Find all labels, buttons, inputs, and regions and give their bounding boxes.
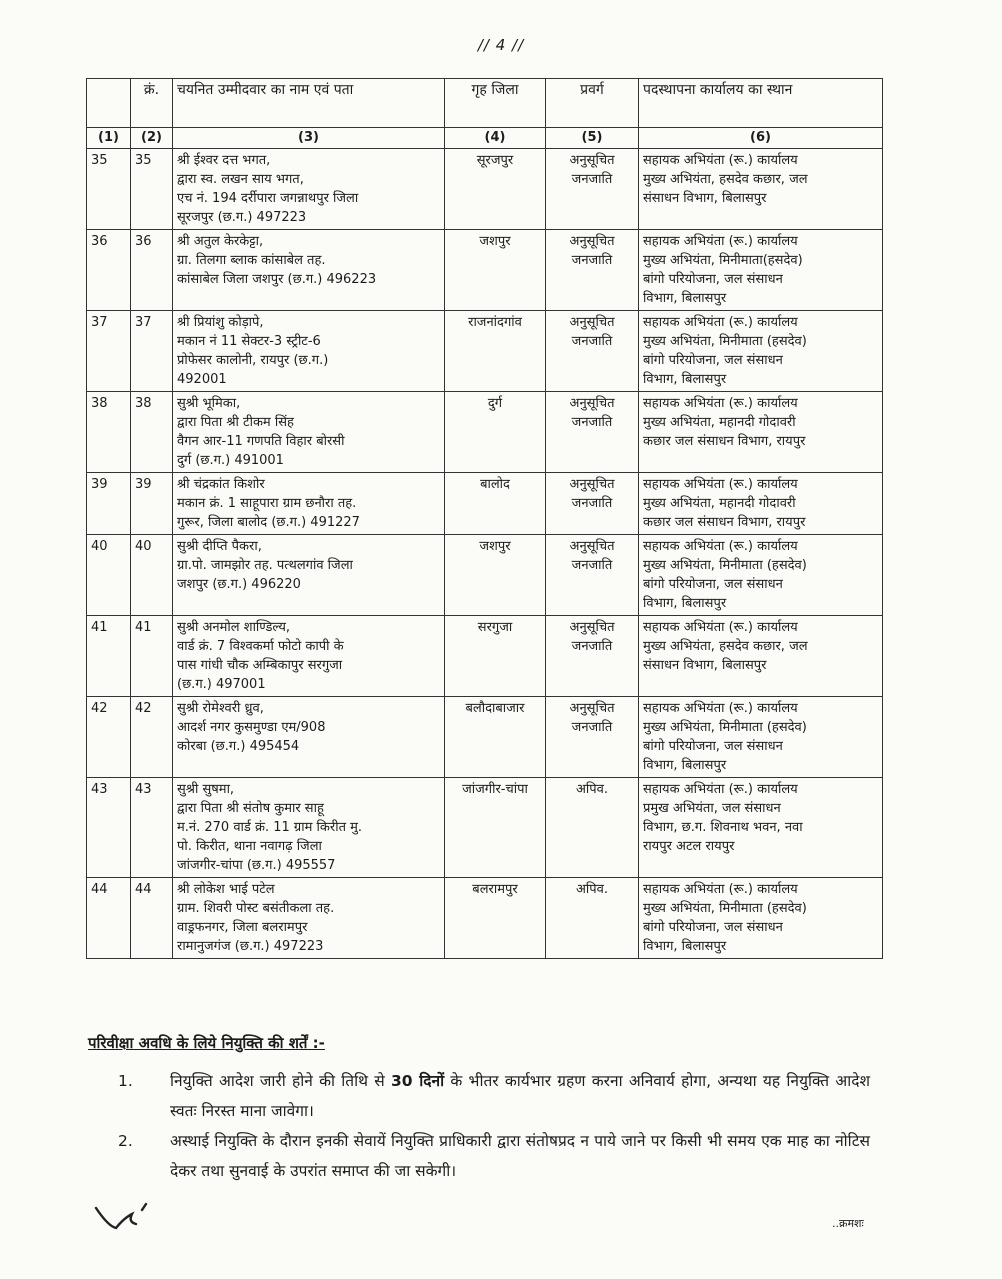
cell-category	[546, 311, 639, 392]
cell-name-address-line: श्री चंद्रकांत किशोर	[177, 477, 265, 492]
cell-sno: 36	[87, 230, 131, 311]
cell-posting-line: विभाग, छ.ग. शिवनाथ भवन, नवा	[643, 820, 803, 835]
cell-sno: 40	[87, 535, 131, 616]
cell-name-address-line: म.नं. 270 वार्ड क्रं. 11 ग्राम किरीत मु.	[177, 820, 363, 835]
cell-sno: 42	[87, 697, 131, 778]
cell-name-address-line: एच नं. 194 दर्रीपारा जगन्नाथपुर जिला	[177, 191, 359, 206]
condition-item	[118, 1126, 870, 1186]
column-number: (4)	[445, 128, 546, 149]
cell-district: बलौदाबाजार	[445, 697, 546, 778]
cell-posting-line: सहायक अभियंता (रू.) कार्यालय	[643, 701, 798, 716]
table-row	[87, 778, 883, 878]
cell-posting-line: विभाग, बिलासपुर	[643, 758, 727, 773]
cell-sno: 39	[87, 473, 131, 535]
cell-name-address	[173, 392, 445, 473]
cell-name-address-line: द्वारा पिता श्री टीकम सिंह	[177, 415, 294, 430]
header-name: चयनित उम्मीदवार का नाम एवं पता	[173, 79, 445, 128]
table-header-row	[87, 79, 883, 128]
cell-category-line: अनुसूचित	[569, 477, 615, 492]
cell-name-address-line: श्री प्रियांशु कोड़ापे,	[177, 315, 264, 330]
cell-name-address-line: श्री ईश्वर दत्त भगत,	[177, 153, 271, 168]
cell-category-line: जनजाति	[571, 558, 613, 573]
cell-roll: 42	[131, 697, 173, 778]
cell-posting-line: सहायक अभियंता (रू.) कार्यालय	[643, 234, 798, 249]
condition-number: 2.	[118, 1132, 133, 1150]
condition-deadline: 30 दिनों	[391, 1072, 445, 1090]
column-number: (6)	[639, 128, 883, 149]
cell-posting-line: सहायक अभियंता (रू.) कार्यालय	[643, 620, 798, 635]
cell-district: बलरामपुर	[445, 878, 546, 959]
cell-name-address	[173, 697, 445, 778]
cell-name-address	[173, 149, 445, 230]
cell-name-address	[173, 311, 445, 392]
cell-name-address-line: कांसाबेल जिला जशपुर (छ.ग.) 496223	[177, 272, 377, 287]
cell-district: बालोद	[445, 473, 546, 535]
signature-mark	[94, 1198, 164, 1238]
cell-sno: 37	[87, 311, 131, 392]
table-row	[87, 473, 883, 535]
cell-roll: 35	[131, 149, 173, 230]
cell-category	[546, 392, 639, 473]
cell-roll: 40	[131, 535, 173, 616]
cell-posting-line: रायपुर अटल रायपुर	[643, 839, 735, 854]
table-row	[87, 697, 883, 778]
cell-category	[546, 616, 639, 697]
cell-posting-line: सहायक अभियंता (रू.) कार्यालय	[643, 539, 798, 554]
cell-posting	[639, 392, 883, 473]
cell-name-address-line: द्वारा पिता श्री संतोष कुमार साहू	[177, 801, 324, 816]
cell-name-address-line: वार्ड क्रं. 7 विश्वकर्मा फोटो कापी के	[177, 639, 344, 654]
header-sno	[87, 79, 131, 128]
cell-name-address-line: प्रोफेसर कालोनी, रायपुर (छ.ग.)	[177, 353, 329, 368]
column-number: (5)	[546, 128, 639, 149]
cell-district: जांजगीर-चांपा	[445, 778, 546, 878]
cell-posting-line: बांगो परियोजना, जल संसाधन	[643, 920, 783, 935]
cell-posting-line: बांगो परियोजना, जल संसाधन	[643, 353, 783, 368]
cell-posting-line: विभाग, बिलासपुर	[643, 291, 727, 306]
cell-name-address-line: वैगन आर-11 गणपति विहार बोरसी	[177, 434, 345, 449]
cell-name-address	[173, 535, 445, 616]
cell-roll: 43	[131, 778, 173, 878]
cell-posting	[639, 311, 883, 392]
cell-posting-line: सहायक अभियंता (रू.) कार्यालय	[643, 477, 798, 492]
cell-category-line: अपिव.	[575, 782, 609, 797]
cell-posting-line: मुख्य अभियंता, हसदेव कछार, जल	[643, 172, 808, 187]
cell-name-address	[173, 230, 445, 311]
cell-posting-line: मुख्य अभियंता, मिनीमाता (हसदेव)	[643, 901, 807, 916]
cell-category-line: अनुसूचित	[569, 396, 615, 411]
cell-posting	[639, 535, 883, 616]
cell-name-address-line: मकान नं 11 सेक्टर-3 स्ट्रीट-6	[177, 334, 321, 349]
cell-category-line: अपिव.	[575, 882, 609, 897]
column-number: (3)	[173, 128, 445, 149]
header-category: प्रवर्ग	[546, 79, 639, 128]
cell-name-address-line: सुश्री रोमेश्वरी ध्रुव,	[177, 701, 264, 716]
cell-category-line: जनजाति	[571, 720, 613, 735]
cell-posting-line: कछार जल संसाधन विभाग, रायपुर	[643, 434, 806, 449]
header-district: गृह जिला	[445, 79, 546, 128]
cell-name-address-line: ग्राम. शिवरी पोस्ट बसंतीकला तह.	[177, 901, 335, 916]
cell-roll: 39	[131, 473, 173, 535]
page-number: // 4 //	[477, 36, 525, 54]
cell-posting-line: विभाग, बिलासपुर	[643, 596, 727, 611]
cell-roll: 38	[131, 392, 173, 473]
cell-sno: 41	[87, 616, 131, 697]
table-row	[87, 230, 883, 311]
cell-category-line: जनजाति	[571, 334, 613, 349]
cell-category-line: अनुसूचित	[569, 539, 615, 554]
cell-posting	[639, 473, 883, 535]
cell-posting-line: सहायक अभियंता (रू.) कार्यालय	[643, 882, 798, 897]
cell-posting	[639, 778, 883, 878]
cell-posting-line: मुख्य अभियंता, मिनीमाता (हसदेव)	[643, 558, 807, 573]
cell-posting-line: सहायक अभियंता (रू.) कार्यालय	[643, 782, 798, 797]
cell-roll: 44	[131, 878, 173, 959]
cell-posting-line: विभाग, बिलासपुर	[643, 939, 727, 954]
cell-name-address-line: वाड्रफनगर, जिला बलरामपुर	[177, 920, 308, 935]
table-row	[87, 535, 883, 616]
cell-name-address-line: (छ.ग.) 497001	[177, 677, 266, 692]
condition-text: अस्थाई नियुक्ति के दौरान इनकी सेवायें नियुक्ति प्राधिकारी द्वारा संतोषप्रद न पाये जाने पर किसी भी समय एक माह का नोटिस देकर तथा सुनवाई के उपरांत समाप्त की जा सकेगी।	[170, 1132, 870, 1180]
cell-name-address-line: कोरबा (छ.ग.) 495454	[177, 739, 300, 754]
cell-posting-line: बांगो परियोजना, जल संसाधन	[643, 577, 783, 592]
cell-name-address-line: श्री अतुल केरकेट्टा,	[177, 234, 264, 249]
cell-name-address-line: ग्रा.पो. जामझोर तह. पत्थलगांव जिला	[177, 558, 353, 573]
cell-category-line: अनुसूचित	[569, 620, 615, 635]
cell-posting-line: कछार जल संसाधन विभाग, रायपुर	[643, 515, 806, 530]
cell-name-address-line: सुश्री सुषमा,	[177, 782, 235, 797]
cell-name-address	[173, 778, 445, 878]
cell-name-address-line: 492001	[177, 372, 227, 387]
cell-posting	[639, 616, 883, 697]
cell-sno: 35	[87, 149, 131, 230]
cell-posting-line: बांगो परियोजना, जल संसाधन	[643, 739, 783, 754]
conditions-title: परिवीक्षा अवधि के लिये नियुक्ति की शर्तें :-	[88, 1034, 325, 1052]
cell-name-address-line: सुश्री दीप्ति पैकरा,	[177, 539, 262, 554]
cell-posting-line: प्रमुख अभियंता, जल संसाधन	[643, 801, 781, 816]
cell-category	[546, 535, 639, 616]
table-row	[87, 878, 883, 959]
cell-category-line: जनजाति	[571, 415, 613, 430]
cell-posting	[639, 878, 883, 959]
header-posting: पदस्थापना कार्यालय का स्थान	[639, 79, 883, 128]
header-roll: क्रं.	[131, 79, 173, 128]
cell-posting	[639, 697, 883, 778]
cell-posting-line: सहायक अभियंता (रू.) कार्यालय	[643, 315, 798, 330]
condition-text: नियुक्ति आदेश जारी होने की तिथि से 30 दिनों के भीतर कार्यभार ग्रहण करना अनिवार्य होगा, अन्यथा यह नियुक्ति आदेश स्वतः निरस्त माना जावेगा।	[170, 1072, 870, 1120]
table-row	[87, 392, 883, 473]
cell-district: जशपुर	[445, 535, 546, 616]
cell-posting-line: सहायक अभियंता (रू.) कार्यालय	[643, 153, 798, 168]
cell-name-address-line: पो. किरीत, थाना नवागढ़ जिला	[177, 839, 322, 854]
cell-name-address-line: द्वारा स्व. लखन साय भगत,	[177, 172, 304, 187]
column-number-row	[87, 128, 883, 149]
cell-category	[546, 878, 639, 959]
cell-name-address-line: जांजगीर-चांपा (छ.ग.) 495557	[177, 858, 336, 873]
cell-category-line: जनजाति	[571, 639, 613, 654]
table-row	[87, 149, 883, 230]
cell-district: राजनांदगांव	[445, 311, 546, 392]
cell-name-address-line: जशपुर (छ.ग.) 496220	[177, 577, 301, 592]
cell-category	[546, 697, 639, 778]
cell-name-address-line: ग्रा. तिलगा ब्लाक कांसाबेल तह.	[177, 253, 326, 268]
cell-name-address-line: सुश्री भूमिका,	[177, 396, 241, 411]
cell-posting	[639, 230, 883, 311]
cell-category-line: अनुसूचित	[569, 153, 615, 168]
cell-name-address-line: सूरजपुर (छ.ग.) 497223	[177, 210, 307, 225]
selection-table	[86, 78, 883, 959]
cell-posting-line: मुख्य अभियंता, महानदी गोदावरी	[643, 496, 796, 511]
cell-name-address-line: सुश्री अनमोल शाण्डिल्य,	[177, 620, 291, 635]
cell-posting-line: मुख्य अभियंता, मिनीमाता (हसदेव)	[643, 334, 807, 349]
cell-posting-line: बांगो परियोजना, जल संसाधन	[643, 272, 783, 287]
cell-posting	[639, 149, 883, 230]
cell-category-line: जनजाति	[571, 253, 613, 268]
cell-roll: 41	[131, 616, 173, 697]
condition-number: 1.	[118, 1072, 133, 1090]
cell-category	[546, 778, 639, 878]
cell-name-address-line: आदर्श नगर कुसमुण्डा एम/908	[177, 720, 326, 735]
cell-sno: 43	[87, 778, 131, 878]
cell-sno: 38	[87, 392, 131, 473]
cell-district: सूरजपुर	[445, 149, 546, 230]
cell-posting-line: मुख्य अभियंता, मिनीमाता (हसदेव)	[643, 720, 807, 735]
cell-district: सरगुजा	[445, 616, 546, 697]
cell-district: जशपुर	[445, 230, 546, 311]
cell-category-line: जनजाति	[571, 496, 613, 511]
cell-name-address	[173, 616, 445, 697]
cell-category-line: जनजाति	[571, 172, 613, 187]
cell-category	[546, 473, 639, 535]
cell-district: दुर्ग	[445, 392, 546, 473]
continued-marker: ..क्रमशः	[832, 1217, 864, 1230]
cell-posting-line: संसाधन विभाग, बिलासपुर	[643, 658, 767, 673]
cell-name-address-line: रामानुजगंज (छ.ग.) 497223	[177, 939, 324, 954]
cell-posting-line: मुख्य अभियंता, हसदेव कछार, जल	[643, 639, 808, 654]
cell-posting-line: सहायक अभियंता (रू.) कार्यालय	[643, 396, 798, 411]
table-row	[87, 311, 883, 392]
cell-name-address	[173, 878, 445, 959]
cell-roll: 36	[131, 230, 173, 311]
cell-category-line: अनुसूचित	[569, 234, 615, 249]
cell-roll: 37	[131, 311, 173, 392]
cell-category	[546, 149, 639, 230]
column-number: (1)	[87, 128, 131, 149]
cell-name-address	[173, 473, 445, 535]
cell-name-address-line: गुरूर, जिला बालोद (छ.ग.) 491227	[177, 515, 360, 530]
table-row	[87, 616, 883, 697]
cell-name-address-line: मकान क्रं. 1 साहूपारा ग्राम छनौरा तह.	[177, 496, 357, 511]
cell-sno: 44	[87, 878, 131, 959]
cell-posting-line: मुख्य अभियंता, महानदी गोदावरी	[643, 415, 796, 430]
cell-category-line: अनुसूचित	[569, 315, 615, 330]
table-body	[87, 149, 883, 959]
cell-category-line: अनुसूचित	[569, 701, 615, 716]
condition-item	[118, 1066, 870, 1126]
column-number: (2)	[131, 128, 173, 149]
cell-posting-line: संसाधन विभाग, बिलासपुर	[643, 191, 767, 206]
cell-posting-line: मुख्य अभियंता, मिनीमाता(हसदेव)	[643, 253, 803, 268]
cell-name-address-line: पास गांधी चौक अम्बिकापुर सरगुजा	[177, 658, 343, 673]
cell-name-address-line: श्री लोकेश भाई पटेल	[177, 882, 275, 897]
cell-posting-line: विभाग, बिलासपुर	[643, 372, 727, 387]
cell-name-address-line: दुर्ग (छ.ग.) 491001	[177, 453, 284, 468]
cell-category	[546, 230, 639, 311]
